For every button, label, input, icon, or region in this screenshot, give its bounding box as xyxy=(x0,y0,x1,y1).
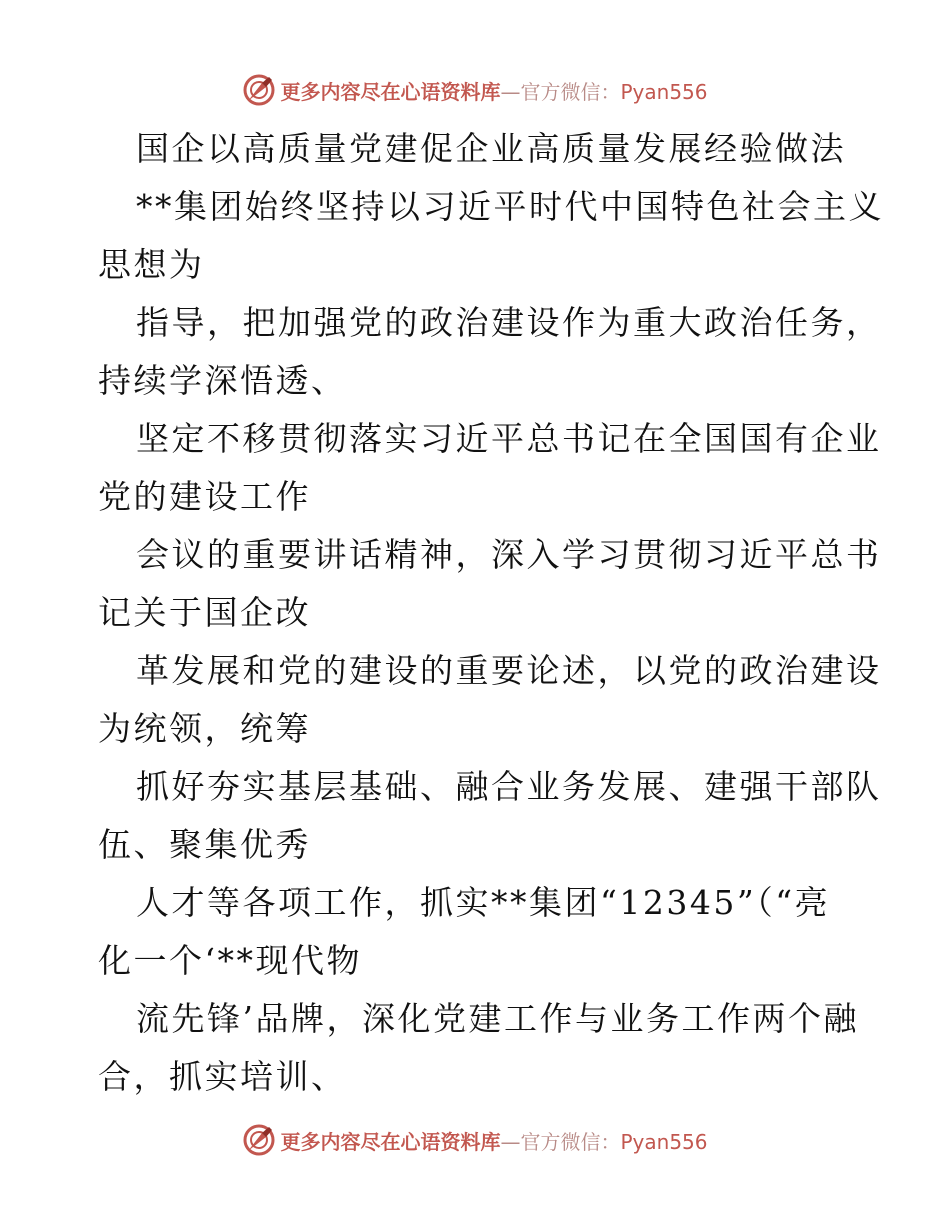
paragraph-line: 革发展和党的建设的重要论述，以党的政治建设 xyxy=(136,651,882,690)
logo-icon xyxy=(242,1123,276,1157)
banner-text xyxy=(280,76,707,105)
header-watermark-banner xyxy=(0,70,950,110)
banner-main-text: 更多内容尽在心语资料库 xyxy=(280,79,501,104)
paragraph-line: 指导，把加强党的政治建设作为重大政治任务， xyxy=(136,303,882,342)
paragraph-line: 抓好夯实基层基础、融合业务发展、建强干部队 xyxy=(136,767,882,806)
document-title: 国企以高质量党建促企业高质量发展经验做法 xyxy=(136,129,846,168)
paragraph-line: 人才等各项工作，抓实**集团“12345”（“亮 xyxy=(136,883,831,922)
paragraph-line: 思想为 xyxy=(98,245,205,284)
paragraph-line: **集团始终坚持以习近平时代中国特色社会主义 xyxy=(136,187,884,226)
paragraph-line: 流先锋’品牌，深化党建工作与业务工作两个融 xyxy=(136,999,859,1038)
paragraph-line: 坚定不移贯彻落实习近平总书记在全国国有企业 xyxy=(136,419,882,458)
banner-text xyxy=(280,1126,707,1155)
banner-wechat-id: Pyan556 xyxy=(620,1129,708,1154)
paragraph-line: 伍、聚集优秀 xyxy=(98,825,311,864)
banner-separator: — xyxy=(500,1129,521,1154)
paragraph-line: 化一个‘**现代物 xyxy=(98,941,362,980)
paragraph-line: 党的建设工作 xyxy=(98,477,311,516)
footer-watermark-banner xyxy=(0,1120,950,1160)
banner-wechat-label: 官方微信： xyxy=(520,1129,621,1154)
banner-wechat-id: Pyan556 xyxy=(620,79,708,104)
banner-main-text: 更多内容尽在心语资料库 xyxy=(280,1129,501,1154)
paragraph-line: 会议的重要讲话精神，深入学习贯彻习近平总书 xyxy=(136,535,882,574)
paragraph-line: 记关于国企改 xyxy=(98,593,311,632)
paragraph-line: 持续学深悟透、 xyxy=(98,361,347,400)
paragraph-line: 合，抓实培训、 xyxy=(98,1057,347,1096)
paragraph-line: 为统领，统筹 xyxy=(98,709,311,748)
logo-icon xyxy=(242,73,276,107)
banner-wechat-label: 官方微信： xyxy=(520,79,621,104)
document-body xyxy=(98,120,884,1106)
banner-separator: — xyxy=(500,79,521,104)
